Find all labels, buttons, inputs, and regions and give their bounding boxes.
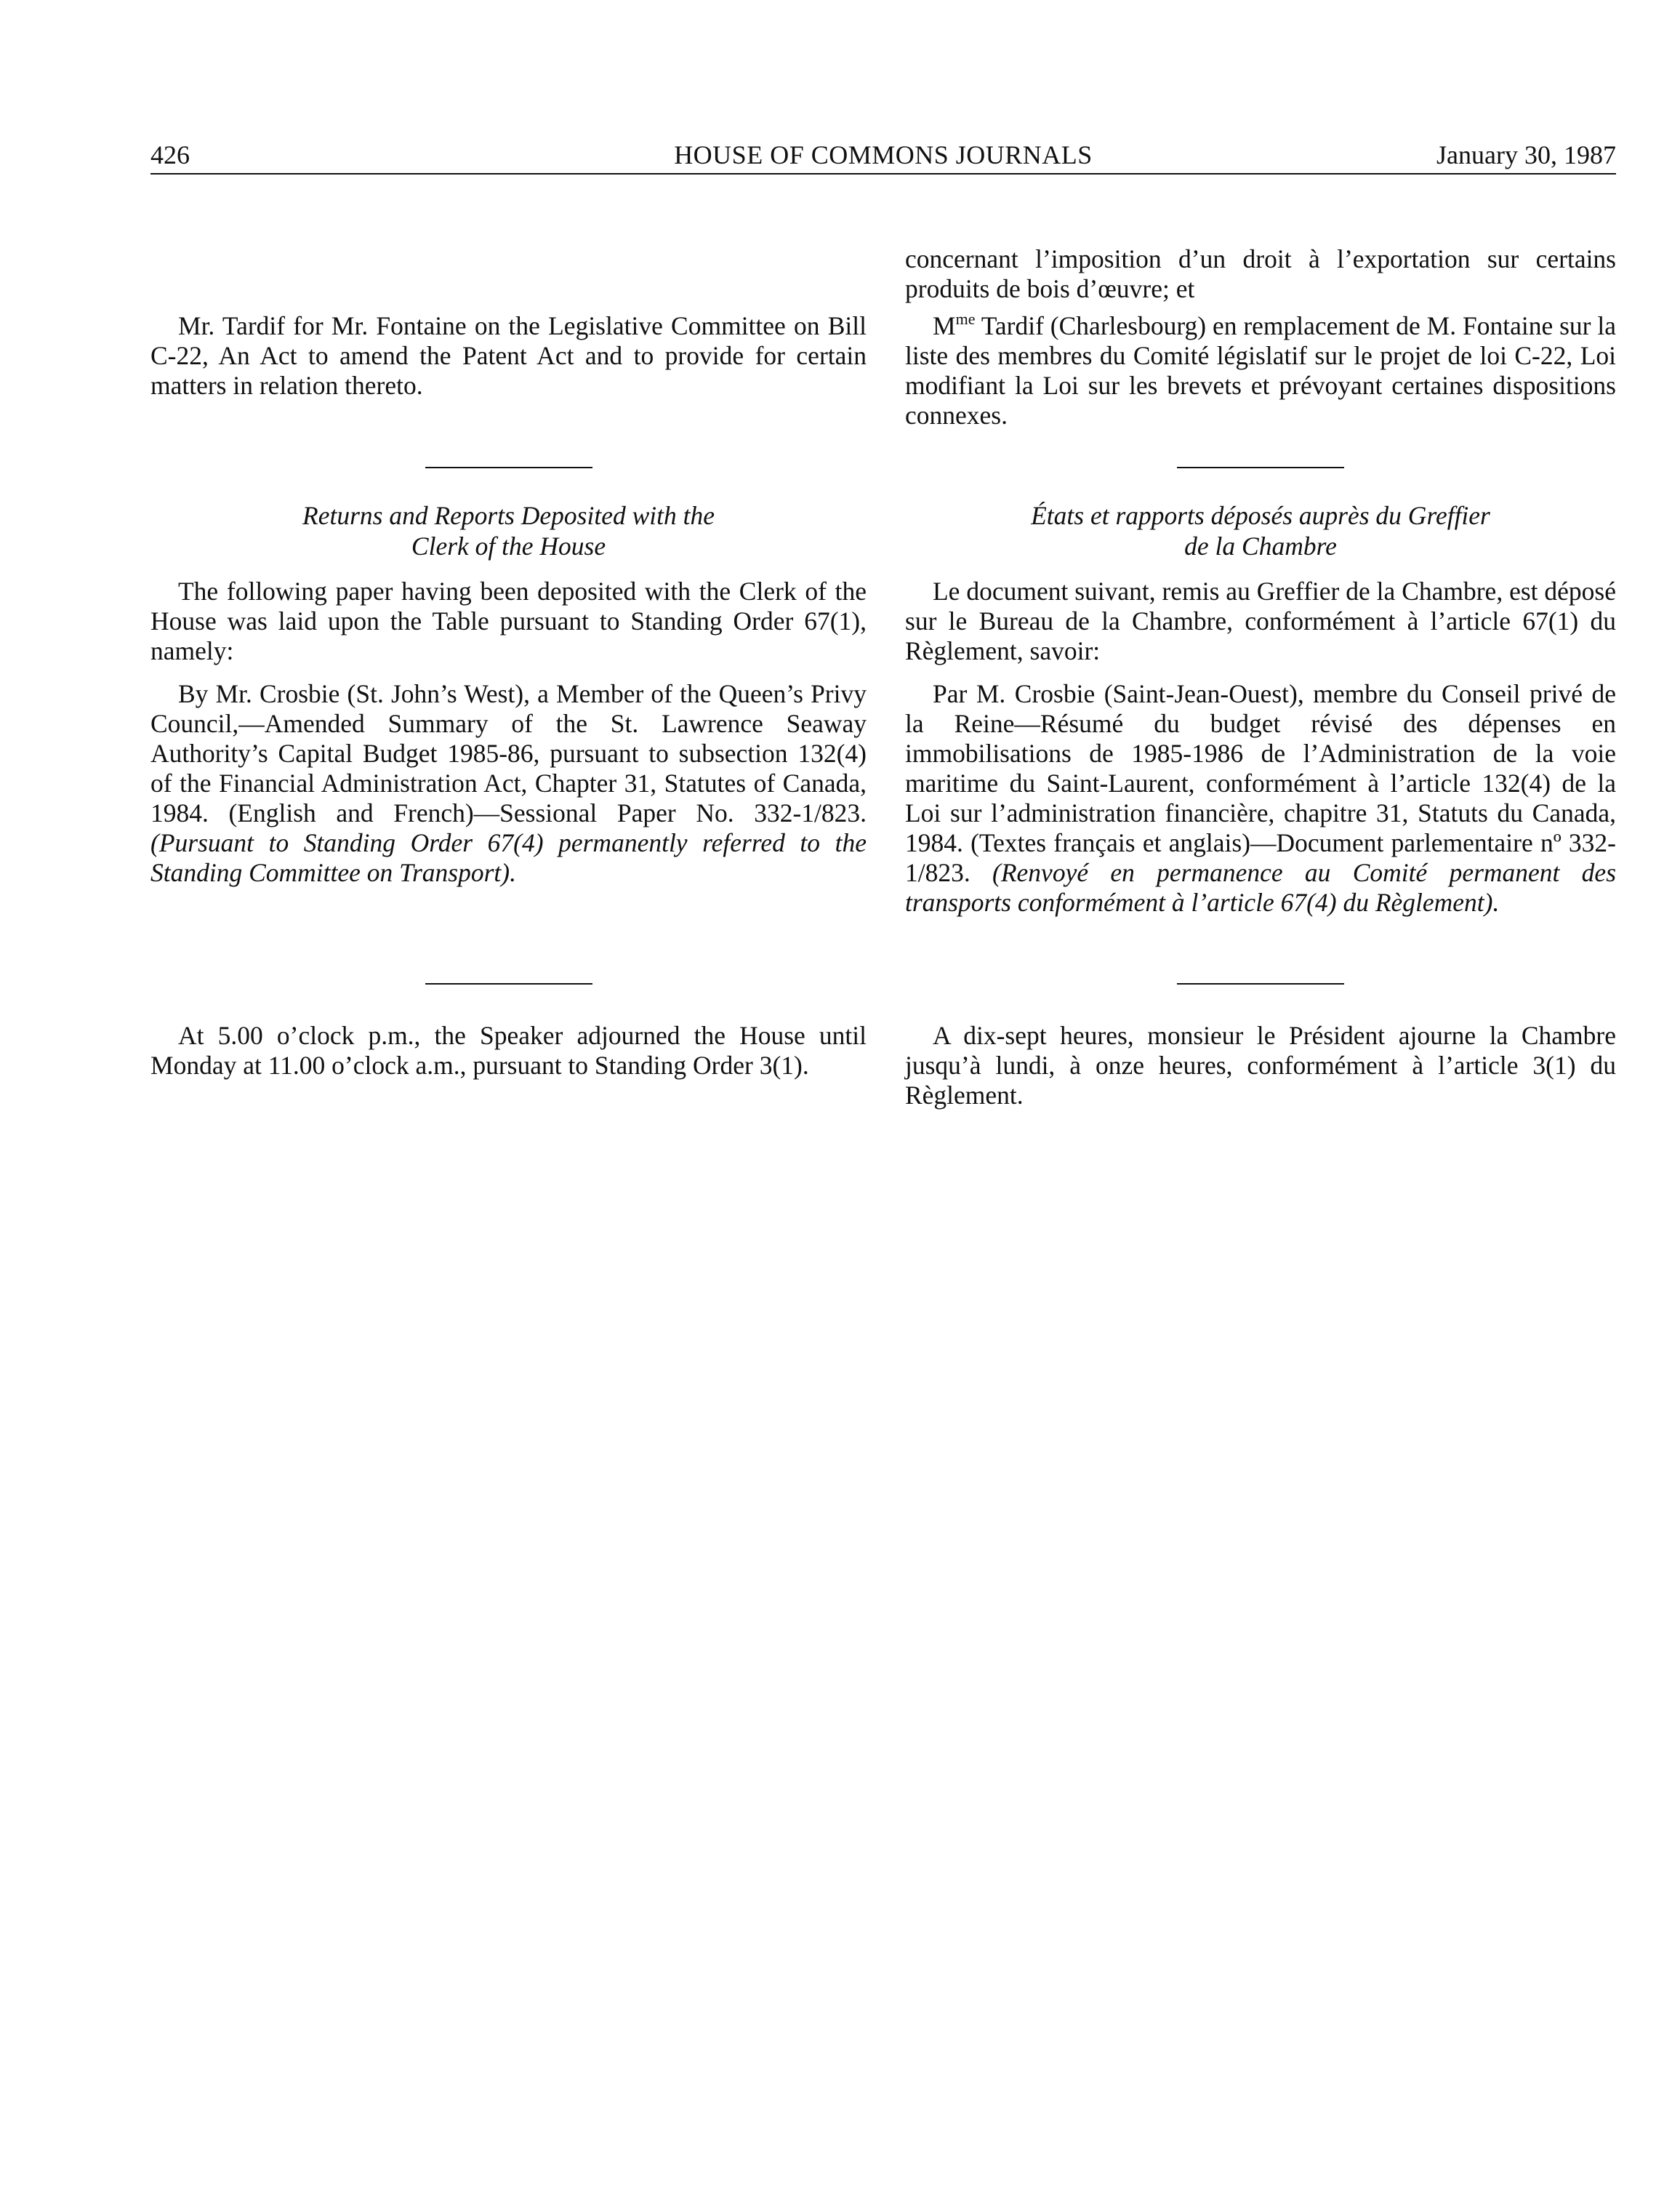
crosbie-paragraph-en — [150, 679, 867, 888]
tardif-paragraph-fr — [905, 311, 1616, 430]
crosbie-paragraph-fr — [905, 679, 1616, 918]
running-header — [150, 138, 1616, 172]
returns-heading-line1-fr: États et rapports déposés auprès du Greffier — [1031, 501, 1490, 530]
paper-intro-en — [150, 577, 867, 666]
section-divider-1-en — [425, 467, 592, 468]
returns-heading-fr — [905, 500, 1616, 561]
sitting-date: January 30, 1987 — [1436, 140, 1616, 169]
tardif-substitution-en — [150, 311, 867, 401]
crosbie-text-en: By Mr. Crosbie (St. John’s West), a Member of the Queen’s Privy Council,—Amended Summary of the St. Lawrence Seaway Authority’s Capital Budget 1985-86, pursuant to subsection 132(4) of the Financial Administration Act, Chapter 31, Statutes of Canada, 1984. (English and French)—Sessional Paper No. 332-1/823. — [150, 679, 867, 828]
adjournment-paragraph-fr: A dix-sept heures, monsieur le Président ajourne la Chambre jusqu’à lundi, à onze heures, conformément à l’article 3(1) du Règlement. — [905, 1021, 1616, 1110]
tardif-paragraph-en: Mr. Tardif for Mr. Fontaine on the Legislative Committee on Bill C-22, An Act to amend the Patent Act and to provide for certain matters in relation thereto. — [150, 311, 867, 400]
crosbie-text-fr: Par M. Crosbie (Saint-Jean-Ouest), membre du Conseil privé de la Reine—Résumé du budget révisé des dépenses en immobilisations de 1985-1986 de l’Administration de la voie maritime du Saint-Laurent, conformément à l’article 132(4) de la Loi sur l’administration financière, chapitre 31, Statuts du Canada, 1984. (Textes français et anglais)—Document parlementaire nº 332-1/823. — [905, 679, 1616, 887]
paper-intro-paragraph-en: The following paper having been deposited with the Clerk of the House was laid upon the Table pursuant to Standing Order 67(1), namely: — [150, 577, 867, 665]
tardif-text-fr: Tardif (Charlesbourg) en remplacement de M. Fontaine sur la liste des membres du Comité législatif sur le projet de loi C-22, Loi modifiant la Loi sur les brevets et prévoyant certaines dispositions connexes. — [905, 311, 1616, 430]
tardif-title-fr: M — [933, 311, 956, 340]
adjournment-fr — [905, 1021, 1616, 1110]
adjournment-en — [150, 1021, 867, 1081]
tardif-title-sup-fr: me — [955, 310, 976, 328]
paper-intro-paragraph-fr: Le document suivant, remis au Greffier de la Chambre, est déposé sur le Bureau de la Chambre, conformément à l’article 67(1) du Règlement, savoir: — [905, 577, 1616, 665]
crosbie-paper-fr — [905, 679, 1616, 918]
adjournment-paragraph-en: At 5.00 o’clock p.m., the Speaker adjourned the House until Monday at 11.00 o’clock a.m., pursuant to Standing Order 3(1). — [150, 1021, 867, 1080]
lumber-paragraph-fr: concernant l’imposition d’un droit à l’exportation sur certains produits de bois d’œuvre; et — [905, 244, 1616, 303]
lumber-continuation-fr — [905, 244, 1616, 304]
crosbie-referral-fr: (Renvoyé en permanence au Comité permanent des transports conformément à l’article 67(4) du Règlement). — [905, 858, 1617, 917]
returns-heading-en — [150, 500, 867, 561]
returns-heading-line2-fr: de la Chambre — [1184, 532, 1337, 561]
crosbie-referral-en: (Pursuant to Standing Order 67(4) permanently referred to the Standing Committee on Transport). — [150, 828, 867, 887]
returns-heading-line1-en: Returns and Reports Deposited with the — [302, 501, 715, 530]
page-number: 426 — [150, 140, 190, 169]
paper-intro-fr — [905, 577, 1616, 666]
journal-title: HOUSE OF COMMONS JOURNALS — [674, 140, 1093, 169]
section-divider-2-fr — [1177, 983, 1344, 985]
section-divider-1-fr — [1177, 467, 1344, 468]
returns-heading-line2-en: Clerk of the House — [411, 532, 606, 561]
section-divider-2-en — [425, 983, 592, 985]
crosbie-paper-en — [150, 679, 867, 888]
header-rule — [150, 173, 1616, 175]
tardif-substitution-fr — [905, 311, 1616, 430]
